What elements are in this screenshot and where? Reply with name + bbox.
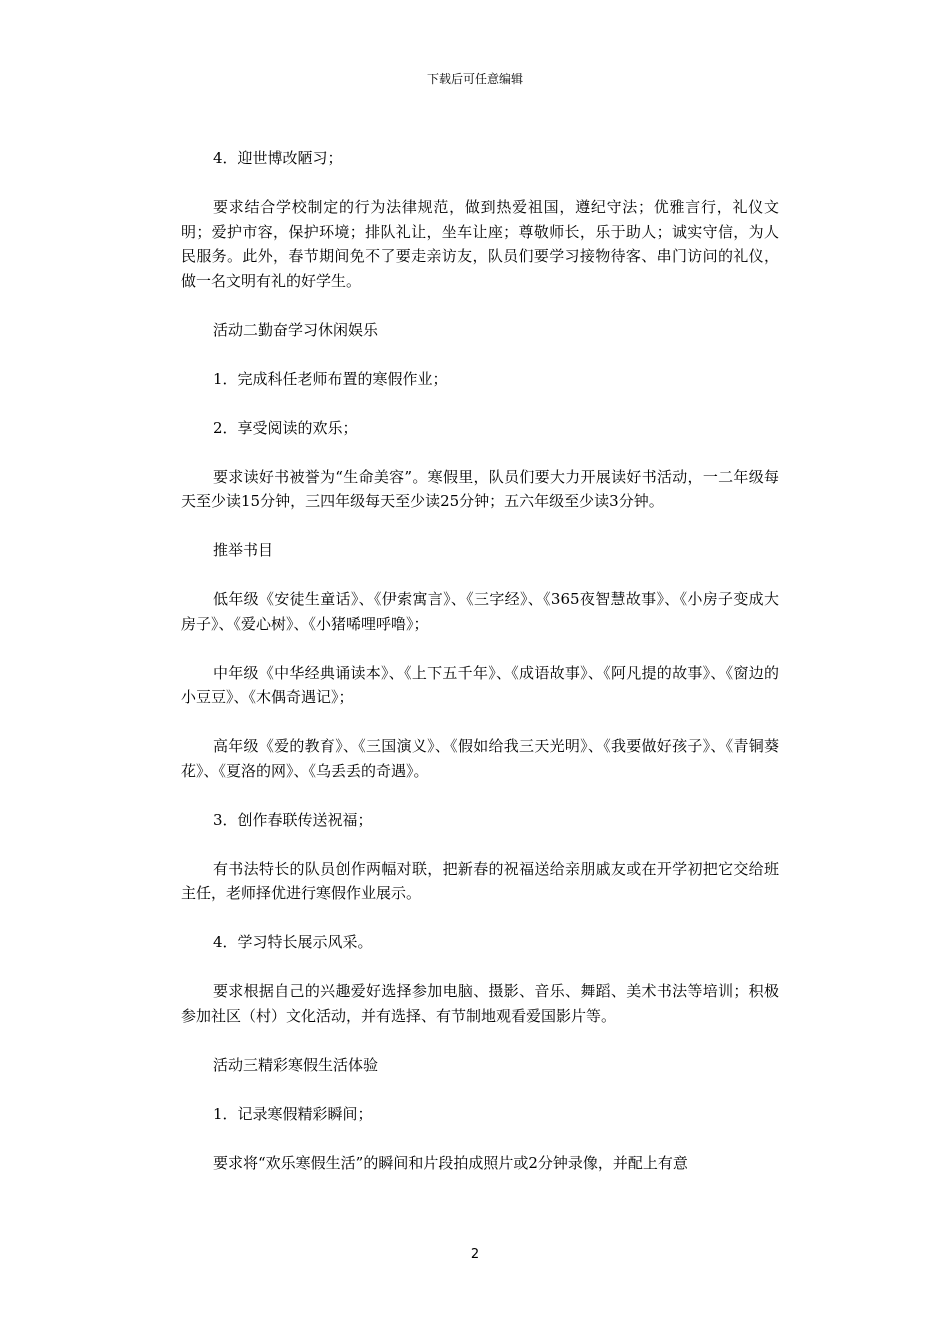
- page-header: 下载后可任意编辑: [426, 72, 523, 86]
- section-heading: 活动三精彩寒假生活体验: [213, 1055, 379, 1074]
- paragraph: 要求根据自己的兴趣爱好选择参加电脑、摄影、音乐、舞蹈、美术书法等培训；积极参加社区（村）文化活动，并有选择、有节制地观看爱国影片等。: [181, 982, 779, 1025]
- section-heading: 活动二勤奋学习休闲娱乐: [213, 320, 379, 339]
- paragraph: 要求读好书被誉为“生命美容”。寒假里，队员们要大力开展读好书活动，一二年级每天至少读15分钟，三四年级每天至少读25分钟；五六年级至少读3分钟。: [181, 467, 779, 510]
- paragraph: 有书法特长的队员创作两幅对联，把新春的祝福送给亲朋戚友或在开学初把它交给班主任，老师择优进行寒假作业展示。: [181, 859, 779, 902]
- list-item-heading: 3．创作春联传送祝福；: [213, 810, 373, 829]
- paragraph: 高年级《爱的教育》、《三国演义》、《假如给我三天光明》、《我要做好孩子》、《青铜葵花》、《夏洛的网》、《乌丢丢的奇遇》。: [181, 737, 779, 780]
- section-heading: 推举书目: [213, 541, 274, 559]
- paragraph: 低年级《安徒生童话》、《伊索寓言》、《三字经》、《365夜智慧故事》、《小房子变成大房子》、《爱心树》、《小猪唏哩呼噜》；: [181, 590, 779, 633]
- list-item-heading: 4．迎世博改陋习；: [213, 149, 343, 167]
- list-item-heading: 4．学习特长展示风采。: [213, 933, 373, 951]
- paragraph: 中年级《中华经典诵读本》、《上下五千年》、《成语故事》、《阿凡提的故事》、《窗边的小豆豆》、《木偶奇遇记》；: [181, 663, 779, 706]
- list-item-heading: 2．享受阅读的欢乐；: [213, 418, 358, 437]
- list-item-heading: 1．完成科任老师布置的寒假作业；: [213, 369, 448, 388]
- paragraph: 要求结合学校制定的行为法律规范，做到热爱祖国，遵纪守法；优雅言行，礼仪文明；爱护市容，保护环境；排队礼让，坐车让座；尊敬师长，乐于助人；诚实守信，为人民服务。此外，春节期间免不了要走亲访友，队员们要学习接物待客、串门访问的礼仪，做一名文明有礼的好学生。: [181, 198, 779, 290]
- paragraph: 要求将“欢乐寒假生活”的瞬间和片段拍成照片或2分钟录像，并配上有意: [213, 1153, 688, 1172]
- list-item-heading: 1．记录寒假精彩瞬间；: [213, 1104, 373, 1123]
- document-body: [181, 146, 779, 1175]
- page-number: 2: [470, 1247, 480, 1262]
